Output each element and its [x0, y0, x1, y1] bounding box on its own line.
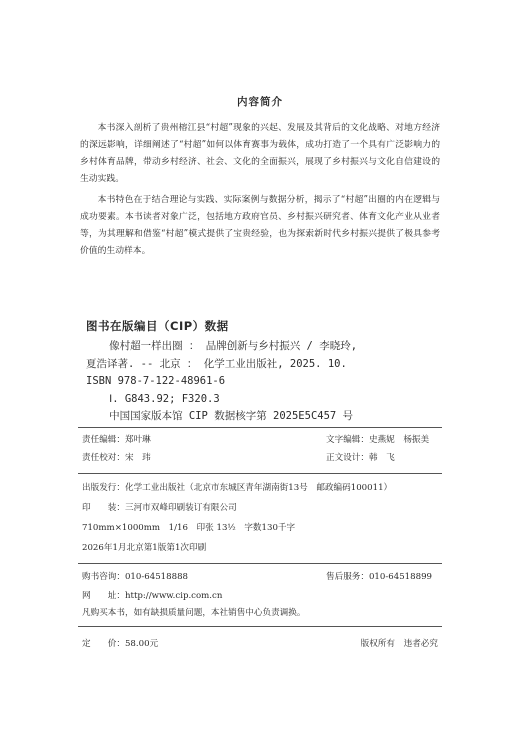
- divider: [78, 473, 442, 474]
- cip-title: 图书在版编目（CIP）数据: [86, 319, 229, 333]
- duty-editor: 责任编辑：郑叶琳: [82, 435, 151, 445]
- proofreader: 责任校对：宋 玮: [82, 453, 151, 463]
- rights-notice: 版权所有 违者必究: [360, 639, 438, 649]
- purchase-phone: 购书咨询：010-64518888: [82, 572, 189, 582]
- divider: [78, 427, 442, 428]
- website-line: 网 址：http://www.cip.com.cn: [82, 591, 223, 601]
- divider: [78, 563, 442, 564]
- editor-row-1: [82, 433, 438, 445]
- edition-line: 2026年1月北京第1版第1次印刷: [82, 543, 207, 553]
- intro-text: [80, 120, 440, 260]
- cip-block: [86, 338, 446, 426]
- divider: [78, 626, 442, 627]
- cip-line-title: 像村超一样出圈 ： 品牌创新与乡村振兴 / 李晓玲,: [109, 340, 358, 352]
- price: 定 价：58.00元: [82, 639, 159, 649]
- notice-line: 凡购买本书，如有缺损质量问题，本社销售中心负责调换。: [82, 608, 306, 618]
- cip-line-classification: Ⅰ. G843.92; F320.3: [109, 392, 220, 405]
- editor-row-2: [82, 451, 438, 463]
- price-row: [82, 637, 438, 649]
- cip-line-record: 中国国家版本馆 CIP 数据核字第 2025E5C457 号: [109, 410, 354, 422]
- cip-line-publisher: 夏浩译著. -- 北京 ： 化学工业出版社, 2025. 10.: [86, 357, 347, 370]
- designer: 正文设计：韩 飞: [326, 453, 395, 463]
- cip-line-isbn: ISBN 978-7-122-48961-6: [86, 375, 226, 387]
- intro-paragraph-2: 本书特色在于结合理论与实践、实际案例与数据分析，揭示了“村超”出圈的内在逻辑与成功要素。本书读者对象广泛，包括地方政府官员、乡村振兴研究者、体育文化产业从业者等，为其理解和借鉴“村超”模式提供了宝贵经验，也为探索新时代乡村振兴提供了极具参考价值的生动样本。: [80, 195, 440, 256]
- service-phone: 售后服务：010-64518899: [326, 572, 433, 582]
- printer-line: 印 装：三河市双峰印刷装订有限公司: [82, 503, 237, 513]
- publisher-line: 出版发行：化学工业出版社（北京市东城区青年湖南街13号 邮政编码100011）: [82, 483, 393, 493]
- text-editor: 文字编辑：史燕妮 杨振美: [326, 435, 430, 445]
- contact-row: [82, 570, 438, 582]
- intro-title: 内容简介: [237, 96, 283, 108]
- format-line: 710mm×1000mm 1/16 印张 13½ 字数130千字: [82, 523, 296, 533]
- intro-paragraph-1: 本书深入剖析了贵州榕江县“村超”现象的兴起、发展及其背后的文化战略、对地方经济的深远影响，详细阐述了“村超”如何以体育赛事为载体，成功打造了一个具有广泛影响力的乡村体育品牌，带动乡村经济、社会、文化的全面振兴，展现了乡村振兴与文化自信建设的生动实践。: [80, 123, 440, 184]
